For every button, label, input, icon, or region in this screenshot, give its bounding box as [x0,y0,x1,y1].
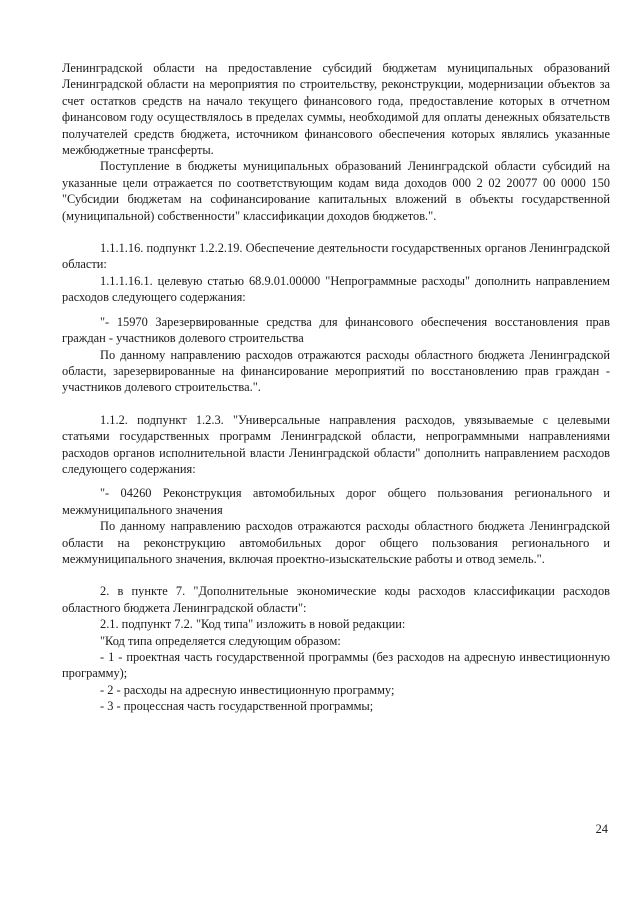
paragraph-15970-description: По данному направлению расходов отражаются расходы областного бюджета Ленинградской области, зарезервированные на финансирование мероприятий по восстановлению прав граждан - участников долевого строительства.". [62,347,610,395]
paragraph-type-code-intro: "Код типа определяется следующим образом: [100,633,341,648]
page-number: 24 [595,822,608,836]
paragraph-1-1-2: 1.1.2. подпункт 1.2.3. "Универсальные направления расходов, увязываемые с целевыми статьями государственных программ Ленинградской области, непрограммными направлениями расходов органов исполнительной власти Ленинградской области" дополнить направлением расходов следующего содержания: [62,412,610,476]
paragraph-1-1-1-16-1: 1.1.1.16.1. целевую статью 68.9.01.00000 "Непрограммные расходы" дополнить направлением расходов следующего содержания: [62,273,610,305]
paragraph-expense-04260: "- 04260 Реконструкция автомобильных дорог общего пользования регионального и межмуниципального значения [62,486,610,517]
spacer [62,567,610,583]
list-item-type-2: - 2 - расходы на адресную инвестиционную программу; [100,682,395,697]
paragraph-expense-15970: "- 15970 Зарезервированные средства для финансового обеспечения восстановления прав граждан - участников долевого строительства [62,314,610,346]
document-body [62,60,610,715]
paragraph-04260-description: По данному направлению расходов отражаются расходы областного бюджета Ленинградской области на реконструкцию автомобильных дорог общего пользования регионального и межмуниципального значения, включая проектно-изыскательские работы и отвод земель.". [62,519,610,566]
paragraph-item-2-1: 2.1. подпункт 7.2. "Код типа" изложить в новой редакции: [100,617,406,632]
paragraph-subsidy-intro: Ленинградской области на предоставление субсидий бюджетам муниципальных образований Ленинградской области на мероприятия по строительству, реконструкции, модернизации объектов за счет остатков средств на начало текущего финансового года, предоставление которых в отчетном финансовом году осуществлялось в пределах суммы, необходимой для оплаты денежных обязательств получателей средств бюджета, источником финансового обеспечения которых являлись указанные межбюджетные трансферты. [62,61,610,158]
paragraph-revenue-codes: Поступление в бюджеты муниципальных образований Ленинградской области субсидий на указанные цели отражается по соответствующим кодам вида доходов 000 2 02 20077 00 0000 150 "Субсидии бюджетам на софинансирование капитальных вложений в объекты государственной (муниципальной) собственности" классификации доходов бюджетов.". [62,159,610,223]
spacer [62,477,610,485]
list-item-type-1: - 1 - проектная часть государственной программы (без расходов на адресную инвестиционную программу); [62,650,610,681]
paragraph-1-1-1-16: 1.1.1.16. подпункт 1.2.2.19. Обеспечение деятельности государственных органов Ленинградской области: [62,241,610,272]
spacer [62,224,610,240]
spacer [62,396,610,412]
spacer [62,306,610,314]
list-item-type-3: - 3 - процессная часть государственной программы; [100,699,374,714]
paragraph-item-2: 2. в пункте 7. "Дополнительные экономические коды расходов классификации расходов областного бюджета Ленинградской области": [62,584,610,615]
